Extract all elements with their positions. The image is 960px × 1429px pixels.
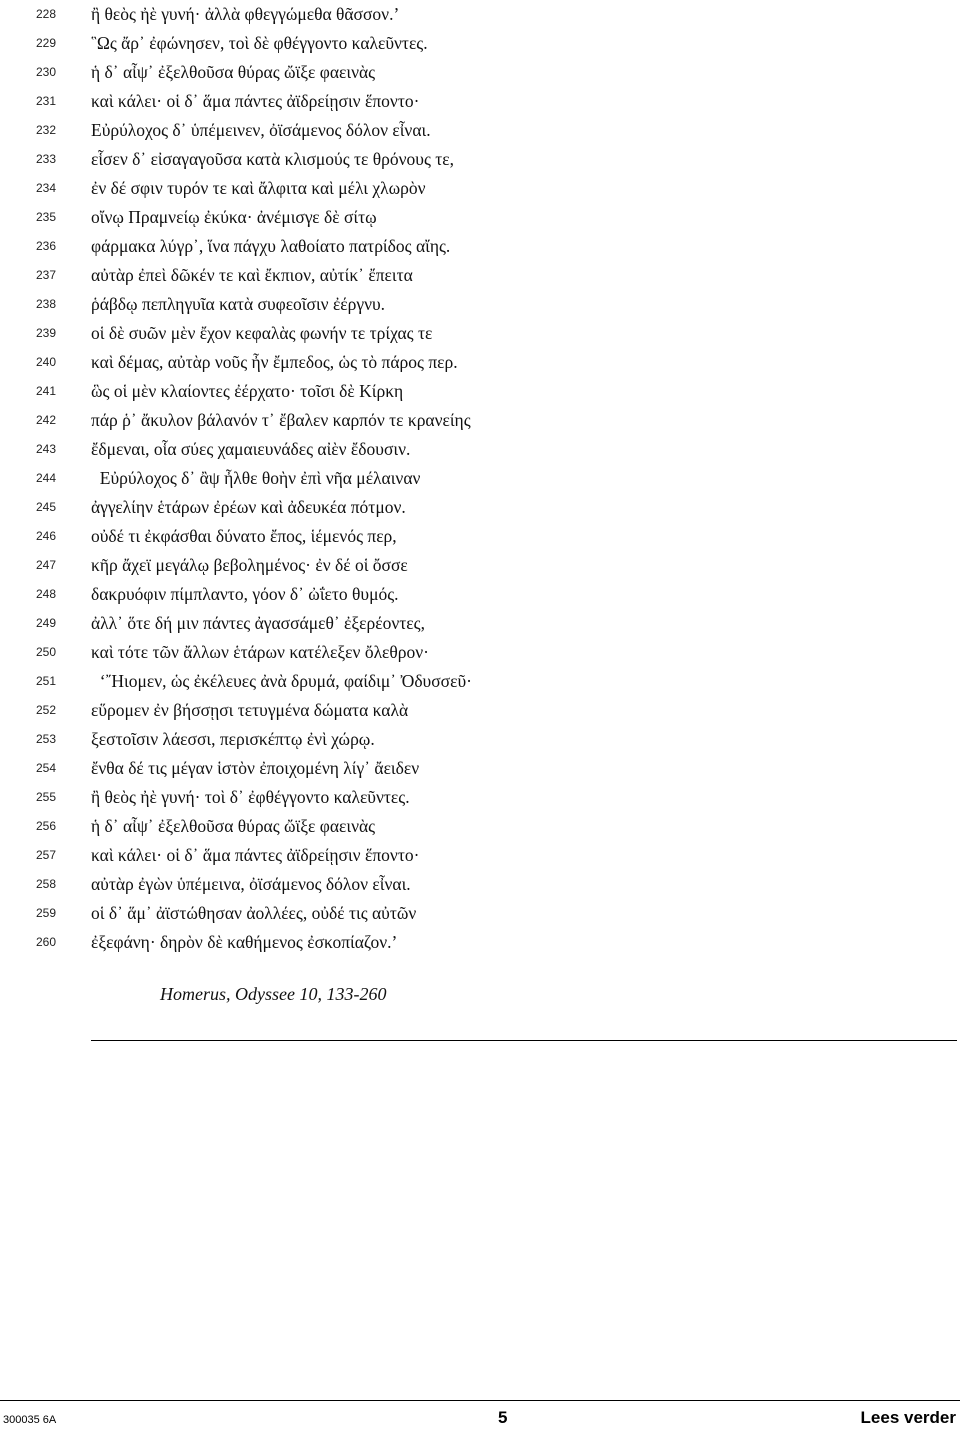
line-number: 259	[35, 906, 56, 920]
poem-line	[0, 203, 960, 232]
line-number: 233	[35, 152, 56, 166]
poem-line	[0, 232, 960, 261]
poem-line	[0, 377, 960, 406]
line-number: 254	[35, 761, 56, 775]
verse-text: οἱ δ᾽ ἅμ᾽ ἀϊστώθησαν ἀολλέες, οὐδέ τις αὐτῶν	[91, 903, 417, 923]
poem-line	[0, 87, 960, 116]
verse-text: ὣς οἱ μὲν κλαίοντες ἐέρχατο· τοῖσι δὲ Κίρκη	[91, 381, 404, 401]
verse-text: εἷσεν δ᾽ εἰσαγαγοῦσα κατὰ κλισμούς τε θρόνους τε,	[91, 149, 455, 169]
page-number: 5	[498, 1408, 508, 1427]
verse-text: Εὐρύλοχος δ᾽ ὑπέμεινεν, ὀϊσάμενος δόλον εἶναι.	[91, 120, 431, 140]
line-number: 231	[35, 94, 56, 108]
line-number: 252	[35, 703, 56, 717]
verse-text: ῝Ως ἄρ᾽ ἐφώνησεν, τοὶ δὲ φθέγγοντο καλεῦντες.	[91, 33, 428, 53]
verse-text: καὶ κάλει· οἱ δ᾽ ἅμα πάντες ἀϊδρείῃσιν ἕποντο·	[91, 845, 420, 865]
poem-line	[0, 58, 960, 87]
verse-text: ἡ δ᾽ αἶψ᾽ ἐξελθοῦσα θύρας ὤϊξε φαεινὰς	[91, 816, 376, 836]
poem-line	[0, 696, 960, 725]
poem-line	[0, 406, 960, 435]
line-number: 251	[35, 674, 56, 688]
poem-line	[0, 638, 960, 667]
line-number: 247	[35, 558, 56, 572]
verse-text: ‘῎Ηιομεν, ὡς ἐκέλευες ἀνὰ δρυμά, φαίδιμ᾽ Ὀδυσσεῦ·	[91, 671, 472, 691]
verse-text: ἐξεφάνη· δηρὸν δὲ καθήμενος ἐσκοπίαζον.’	[91, 932, 398, 952]
line-number: 249	[35, 616, 56, 630]
poem-line	[0, 928, 960, 957]
line-number: 228	[35, 7, 56, 21]
line-number: 258	[35, 877, 56, 891]
poem-line	[0, 493, 960, 522]
poem-line	[0, 812, 960, 841]
verse-text: κῆρ ἄχεϊ μεγάλῳ βεβολημένος· ἐν δέ οἱ ὄσσε	[91, 555, 408, 575]
verse-text: πάρ ῥ᾽ ἄκυλον βάλανόν τ᾽ ἔβαλεν καρπόν τε κρανείης	[91, 410, 471, 430]
poem-line	[0, 609, 960, 638]
line-number: 250	[35, 645, 56, 659]
line-number: 256	[35, 819, 56, 833]
verse-text: οἱ δὲ συῶν μὲν ἔχον κεφαλὰς φωνήν τε τρίχας τε	[91, 323, 433, 343]
line-number: 243	[35, 442, 56, 456]
poem-line	[0, 116, 960, 145]
line-number: 232	[35, 123, 56, 137]
verse-text: αὐτὰρ ἐπεὶ δῶκέν τε καὶ ἔκπιον, αὐτίκ᾽ ἔπειτα	[91, 265, 413, 285]
verse-text: εὕρομεν ἐν βήσσῃσι τετυγμένα δώματα καλὰ	[91, 700, 409, 720]
line-number: 240	[35, 355, 56, 369]
continue-label: Lees verder	[860, 1408, 956, 1427]
line-number: 235	[35, 210, 56, 224]
footer-divider	[0, 1400, 960, 1401]
verse-text: ἀγγελίην ἑτάρων ἐρέων καὶ ἀδευκέα πότμον.	[91, 497, 406, 517]
line-number: 253	[35, 732, 56, 746]
line-number: 244	[35, 471, 56, 485]
source-citation: Homerus, Odyssee 10, 133-260	[160, 984, 387, 1004]
poem-line	[0, 899, 960, 928]
verse-text: Εὐρύλοχος δ᾽ ἂψ ἦλθε θοὴν ἐπὶ νῆα μέλαιναν	[91, 468, 421, 488]
line-number: 239	[35, 326, 56, 340]
poem-line	[0, 0, 960, 29]
verse-text: ἔδμεναι, οἷα σύες χαμαιευνάδες αἰὲν ἔδουσιν.	[91, 439, 411, 459]
poem-line	[0, 754, 960, 783]
verse-text: καὶ τότε τῶν ἄλλων ἑτάρων κατέλεξεν ὄλεθρον·	[91, 642, 430, 662]
line-number: 238	[35, 297, 56, 311]
verse-text: ἀλλ᾽ ὅτε δή μιν πάντες ἀγασσάμεθ᾽ ἐξερέοντες,	[91, 613, 425, 633]
verse-text: ἢ θεὸς ἠὲ γυνή· τοὶ δ᾽ ἐφθέγγοντο καλεῦντες.	[91, 787, 410, 807]
verse-text: οἴνῳ Πραμνείῳ ἐκύκα· ἀνέμισγε δὲ σίτῳ	[91, 207, 377, 227]
verse-text: ξεστοῖσιν λάεσσι, περισκέπτῳ ἐνὶ χώρῳ.	[91, 729, 375, 749]
line-number: 257	[35, 848, 56, 862]
verse-text: ἡ δ᾽ αἶψ᾽ ἐξελθοῦσα θύρας ὤϊξε φαεινὰς	[91, 62, 376, 82]
verse-text: καὶ κάλει· οἱ δ᾽ ἅμα πάντες ἀϊδρείῃσιν ἕποντο·	[91, 91, 420, 111]
verse-text: αὐτὰρ ἐγὼν ὑπέμεινα, ὀϊσάμενος δόλον εἶναι.	[91, 874, 411, 894]
poem-line	[0, 348, 960, 377]
line-number: 248	[35, 587, 56, 601]
exam-code: 300035 6A	[3, 1414, 57, 1426]
line-number: 260	[35, 935, 56, 949]
line-number: 234	[35, 181, 56, 195]
line-number: 229	[35, 36, 56, 50]
line-number: 255	[35, 790, 56, 804]
poem-line	[0, 464, 960, 493]
poem-line	[0, 174, 960, 203]
verse-text: ἐν δέ σφιν τυρόν τε καὶ ἄλφιτα καὶ μέλι χλωρὸν	[91, 178, 426, 198]
line-number: 245	[35, 500, 56, 514]
poem-line	[0, 145, 960, 174]
poem-line	[0, 261, 960, 290]
line-number: 246	[35, 529, 56, 543]
poem-line	[0, 290, 960, 319]
verse-text: καὶ δέμας, αὐτὰρ νοῦς ἦν ἔμπεδος, ὡς τὸ πάρος περ.	[91, 352, 458, 372]
poem-line	[0, 783, 960, 812]
line-number: 237	[35, 268, 56, 282]
poem-line	[0, 435, 960, 464]
poem-line	[0, 29, 960, 58]
poem-line	[0, 667, 960, 696]
line-number: 230	[35, 65, 56, 79]
verse-text: οὐδέ τι ἐκφάσθαι δύνατο ἔπος, ἱέμενός περ,	[91, 526, 397, 546]
poem-line	[0, 725, 960, 754]
poem-line	[0, 841, 960, 870]
divider	[91, 1040, 957, 1041]
line-number: 236	[35, 239, 56, 253]
poem-line	[0, 580, 960, 609]
verse-text: φάρμακα λύγρ᾽, ἵνα πάγχυ λαθοίατο πατρίδος αἴης.	[91, 236, 451, 256]
poem-line	[0, 870, 960, 899]
line-number: 241	[35, 384, 56, 398]
poem-line	[0, 522, 960, 551]
verse-text: δακρυόφιν πίμπλαντο, γόον δ᾽ ὠΐετο θυμός.	[91, 584, 399, 604]
verse-text: ῥάβδῳ πεπληγυῖα κατὰ συφεοῖσιν ἐέργνυ.	[91, 294, 386, 314]
line-number: 242	[35, 413, 56, 427]
poem-line	[0, 319, 960, 348]
verse-text: ἢ θεὸς ἠὲ γυνή· ἀλλὰ φθεγγώμεθα θᾶσσον.’	[91, 4, 400, 24]
verse-text: ἔνθα δέ τις μέγαν ἱστὸν ἐποιχομένη λίγ᾽ ἄειδεν	[91, 758, 420, 778]
poem-line	[0, 551, 960, 580]
